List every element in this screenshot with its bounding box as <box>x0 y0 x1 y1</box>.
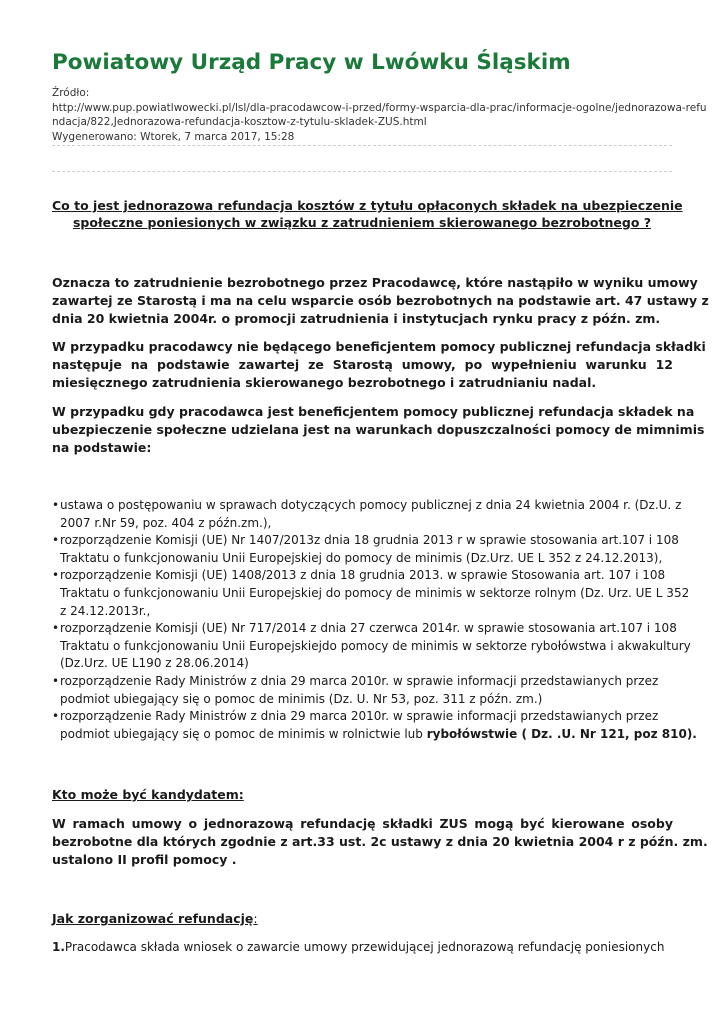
bullet-dot-icon: • <box>52 673 60 688</box>
paragraph-line: Oznacza to zatrudnienie bezrobotnego przez Pracodawcę, które nastąpiło w wyniku umowy <box>52 275 698 290</box>
list-item-line: rozporządzenie Komisji (UE) Nr 717/2014 z dnia 27 czerwca 2014r. w sprawie stosowania art.107 i 108 <box>60 621 677 636</box>
bullet-dot-icon: • <box>52 568 60 583</box>
question-heading <box>52 197 683 231</box>
list-item-line: rozporządzenie Komisji (UE) Nr 1407/2013z dnia 18 grudnia 2013 r w sprawie stosowania art.107 i 108 <box>60 533 679 548</box>
source-url-line: ndacja/822,Jednorazowa-refundacja-kosztow-z-tytulu-skladek-ZUS.html <box>52 116 427 128</box>
paragraph-line: miesięcznego zatrudnienia skierowanego bezrobotnego i zatrudnianiu nadal. <box>52 375 597 390</box>
step-text: Pracodawca składa wniosek o zawarcie umowy przewidującej jednorazową refundację poniesionych <box>64 940 665 954</box>
step-1 <box>52 940 664 954</box>
bullet-dot-icon: • <box>52 621 60 636</box>
paragraph-line: na podstawie: <box>52 440 152 455</box>
paragraph-line: bezrobotne dla których zgodnie z art.33 ust. 2c ustawy z dnia 20 kwietnia 2004 r z późn. zm. <box>52 834 708 849</box>
paragraph-beneficiary <box>52 403 705 457</box>
list-item <box>52 532 682 567</box>
list-item-line: Traktatu o funkcjonowaniu Unii Europejskiej do pomocy de minimis (Dz.Urz. UE L 352 z 24.12.2013), <box>60 550 663 565</box>
divider <box>52 145 672 146</box>
list-item-line: 2007 r.Nr 59, poz. 404 z późn.zm.), <box>60 515 272 530</box>
list-item <box>52 708 697 743</box>
organize-heading <box>52 911 258 926</box>
bullet-dot-icon: • <box>52 498 60 512</box>
generated-date: Wygenerowano: Wtorek, 7 marca 2017, 15:28 <box>52 130 295 143</box>
list-item <box>52 673 682 708</box>
paragraph-line: W przypadku pracodawcy nie będącego beneficjentem pomocy publicznej refundacja składki <box>52 339 706 354</box>
list-item <box>52 567 690 620</box>
question-line: społeczne poniesionych w związku z zatrudnieniem skierowanego bezrobotnego ? <box>72 215 652 230</box>
paragraph-line: następuje na podstawie zawartej ze Starostą umowy, po wypełnieniu warunku 12 <box>52 357 673 372</box>
question-line: Co to jest jednorazowa refundacja kosztów z tytułu opłaconych składek na ubezpieczenie <box>52 198 683 213</box>
list-item-line <box>60 726 697 744</box>
source-label: Źródło: <box>52 87 90 99</box>
organize-heading-text: Jak zorganizować refundację <box>52 911 254 926</box>
paragraph-line: W przypadku gdy pracodawca jest beneficjentem pomocy publicznej refundacja składek na <box>52 404 695 419</box>
paragraph-non-beneficiary <box>52 338 706 392</box>
list-item-bold-reference: rybołówstwie ( Dz. .U. Nr 121, poz 810). <box>426 726 697 741</box>
paragraph-definition <box>52 274 709 328</box>
site-title: Powiatowy Urząd Pracy w Lwówku Śląskim <box>52 50 571 75</box>
source-url-line: http://www.pup.powiatlwowecki.pl/lsl/dla-pracodawcow-i-przed/formy-wsparcia-dla-prac/informacje-ogolne/jednorazowa-refu <box>52 101 707 114</box>
paragraph-candidates <box>52 815 708 869</box>
list-item-line: rozporządzenie Rady Ministrów z dnia 29 marca 2010r. w sprawie informacji przedstawianych przez <box>60 709 659 724</box>
list-item-line: z 24.12.2013r., <box>60 603 151 618</box>
list-item-line: (Dz.Urz. UE L190 z 28.06.2014) <box>60 656 249 671</box>
step-number: 1. <box>52 940 65 954</box>
list-item-line: podmiot ubiegający się o pomoc de minimis (Dz. U. Nr 53, poz. 311 z późn. zm.) <box>60 691 543 706</box>
legal-basis-list <box>52 497 697 743</box>
divider <box>52 171 672 172</box>
list-item-text: podmiot ubiegający się o pomoc de minimis w rolnictwie lub <box>60 726 427 741</box>
organize-heading-colon: : <box>253 911 258 926</box>
source-meta <box>52 86 707 144</box>
list-item-line: Traktatu o funkcjonowaniu Unii Europejskiej do pomocy de minimis w sektorze rolnym (Dz. Urz. UE L 352 <box>60 585 690 600</box>
list-item-line: ustawa o postępowaniu w sprawach dotyczących pomocy publicznej z dnia 24 kwietnia 2004 r. (Dz.U. z <box>60 498 682 512</box>
list-item-line: Traktatu o funkcjonowaniu Unii Europejskiejdo pomocy de minimis w sektorze rybołówstwa i akwakultury <box>60 638 691 653</box>
paragraph-line: ustalono II profil pomocy . <box>52 852 237 867</box>
paragraph-line: W ramach umowy o jednorazową refundację składki ZUS mogą być kierowane osoby <box>52 816 673 831</box>
paragraph-line: zawartej ze Starostą i ma na celu wsparcie osób bezrobotnych na podstawie art. 47 ustawy z <box>52 293 709 308</box>
paragraph-line: ubezpieczenie społeczne udzielana jest na warunkach dopuszczalności pomocy de mimnimis <box>52 422 705 437</box>
list-item-line: rozporządzenie Rady Ministrów z dnia 29 marca 2010r. w sprawie informacji przedstawianych przez <box>60 673 659 688</box>
list-item <box>52 620 691 673</box>
candidate-heading: Kto może być kandydatem: <box>52 787 244 802</box>
paragraph-line: dnia 20 kwietnia 2004r. o promocji zatrudnienia i instytucjach rynku pracy z późn. zm. <box>52 311 661 326</box>
bullet-dot-icon: • <box>52 533 60 548</box>
bullet-dot-icon: • <box>52 709 60 724</box>
list-item <box>52 497 682 532</box>
list-item-line: rozporządzenie Komisji (UE) 1408/2013 z dnia 18 grudnia 2013. w sprawie Stosowania art. 107 i 108 <box>60 568 666 583</box>
